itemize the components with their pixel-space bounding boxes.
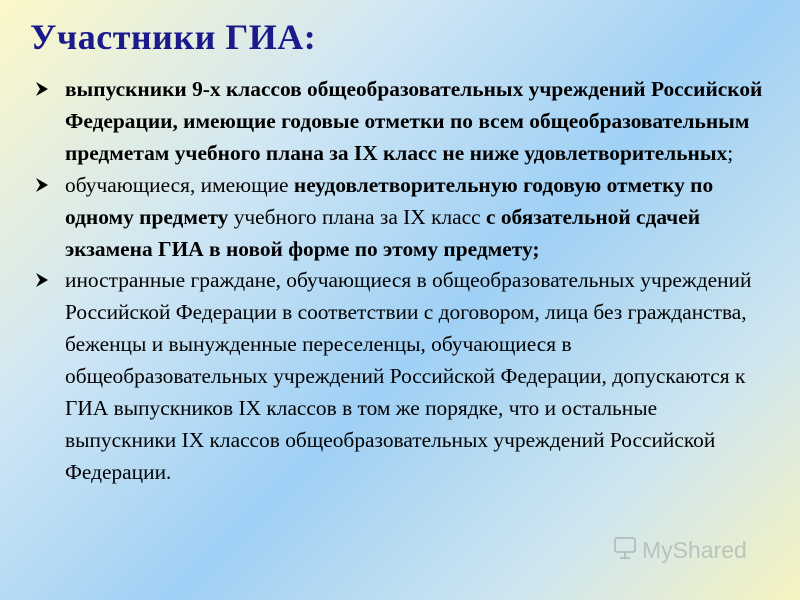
bullet-item-graduates [33, 74, 768, 170]
bullet-text-part: с обязательной сдачей экзамена ГИА в новой форме по этому предмету; [65, 204, 701, 261]
arrow-bullet-icon [33, 170, 53, 202]
bullet-text-part: учебного плана за IX класс [228, 204, 486, 229]
arrow-bullet-icon [33, 74, 53, 106]
bullet-text [65, 268, 751, 483]
bullet-text-part: ; [727, 140, 734, 165]
slide-title: Участники ГИА: [30, 17, 317, 57]
bullet-text [65, 173, 713, 261]
bullet-text [65, 77, 762, 165]
watermark [612, 532, 747, 568]
bullet-item-students-failing [33, 170, 768, 266]
bullet-item-foreign-citizens [33, 265, 768, 488]
bullet-list [33, 74, 768, 489]
bullet-text-part: выпускники 9-х классов общеобразовательных учреждений Российской Федерации, имеющие годовые отметки по всем общеобразовательным предметам учебного плана за IX класс не ниже удовлетворительных [65, 77, 763, 165]
presentation-screen-icon [612, 535, 638, 566]
bullet-text-part: неудовлетворительную годовую отметку по одному предмету [65, 172, 714, 229]
bullet-text-part: обучающиеся, имеющие [65, 172, 294, 197]
arrow-bullet-icon [33, 265, 53, 297]
watermark-text: MyShared [642, 536, 747, 563]
bullet-text-part: иностранные граждане, обучающиеся в общеобразовательных учреждений Российской Федерации в соответствии с договором, лица без гражданства, беженцы и вынужденные переселенцы, обучающиеся в общеобразовательных учреждений Российской Федерации, допускаются к ГИА выпускников IX классов в том же порядке, что и остальные выпускники IX классов общеобразовательных учреждений Российской Федерации. [65, 268, 752, 484]
